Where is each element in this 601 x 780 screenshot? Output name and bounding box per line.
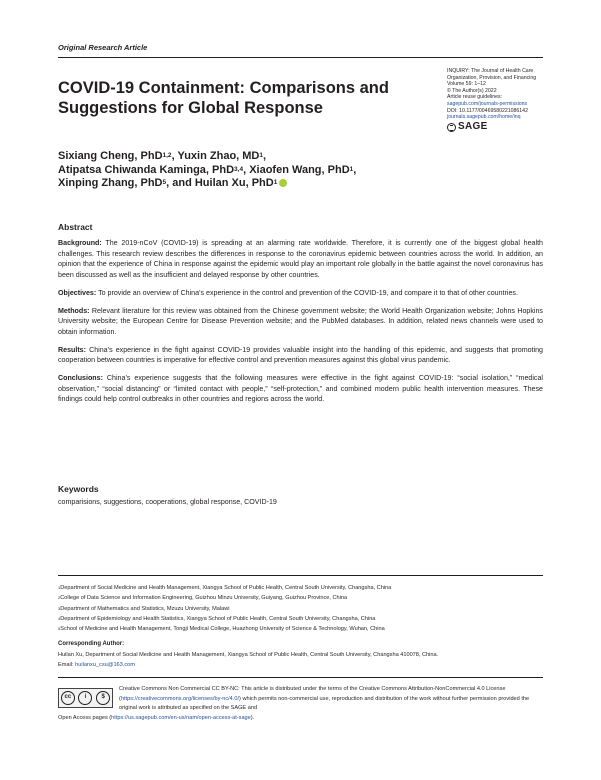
license-text [119, 685, 543, 714]
affiliation-item [58, 614, 543, 624]
article-title: COVID-19 Containment: Comparisons and Suggestions for Global Response [58, 79, 389, 117]
license-tail-after: ). [250, 715, 255, 721]
author-affiliation-ref: 3,4 [234, 165, 244, 173]
license-text-before: Creative Commons Non Commercial CC BY-NC: This article is distributed under the terms of the Creative Commons Attribution-NonCommercial 4.0 License ( [119, 686, 506, 702]
affiliation-number: 5 [58, 626, 61, 632]
affiliation-text: Department of Epidemiology and Health Statistics, Xiangya School of Public Health, Central South University, Changsha, China [60, 615, 376, 622]
author-name: Atipatsa Chiwanda Kaminga, PhD [58, 163, 235, 176]
journal-line: © The Author(s) 2022 [447, 87, 497, 94]
section-text: China’s experience in the fight against COVID-19 provides valuable insight into the handling of this epidemic, and suggests that promoting cooperation between countries is imperative for effective control and prevention measures against this global virus pandemic. [58, 345, 543, 365]
article-type: Original Research Article [58, 43, 148, 52]
affiliations [58, 583, 543, 634]
corresponding-heading: Corresponding Author: [58, 641, 125, 647]
by-icon: i [78, 691, 92, 705]
affiliation-number: 4 [58, 615, 61, 621]
affiliation-item [58, 583, 543, 593]
author-separator: , [243, 163, 250, 176]
corresponding-text: Huilan Xu, Department of Social Medicine and Health Management, Xiangya School of Public Health, Central South University, Changsha 410078, China. [58, 652, 439, 658]
abstract-objectives [58, 288, 543, 299]
abstract-results [58, 345, 543, 366]
author-name: Sixiang Cheng, PhD [58, 150, 163, 162]
abstract-conclusions [58, 373, 543, 405]
open-access-link[interactable]: https://us.sagepub.com/en-us/nam/open-access-at-sage [111, 715, 251, 721]
email-label: Email: [58, 661, 74, 668]
section-label: Objectives: [58, 288, 97, 297]
section-text: Relevant literature for this review was obtained from the Chinese government website; the World Health Organization website; Johns Hopkins University website; the European Centre for Disease Prevention website; and the PubMed databases. In addition, related news channels were used to obtain information. [58, 306, 543, 336]
license-text-after: ) which permits non-commercial use, reproduction and distribution of the work without further permission provided the original work is attributed as specified on the SAGE and [119, 695, 530, 712]
author-separator: , [353, 163, 357, 176]
affiliation-text: School of Medicine and Health Management, Tongji Medical College, Huazhong University of Science & Technology, Wuhan, China [60, 626, 385, 633]
sage-logo [447, 120, 562, 132]
affiliations-divider [58, 575, 543, 576]
affiliation-text: Department of Social Medicine and Health Management, Xiangya School of Public Health, Central South University, Changsha, China [60, 585, 392, 591]
keywords-list: comparisions, suggestions, cooperations, global response, COVID-19 [58, 498, 277, 506]
affiliation-text: Department of Mathematics and Statistics, Mzuzu University, Malawi [60, 605, 230, 612]
journal-home-link[interactable]: journals.sagepub.com/home/inq [447, 114, 521, 121]
affiliation-item [58, 604, 543, 614]
license-link[interactable]: https://creativecommons.org/licenses/by-nc/4.0/ [120, 695, 240, 702]
section-text: China’s experience suggests that the following measures were effective in the fight against COVID-19: “social isolation,” “medical observation,” “social distancing” or “limited contact with people,” “self-protection,” and combined modern public health intervention measures. These findings could help control outbreaks in other countries and regions across the world. [58, 374, 543, 404]
author-name: Xinping Zhang, PhD [58, 177, 163, 189]
abstract-heading: Abstract [58, 222, 93, 232]
orcid-icon[interactable] [279, 179, 287, 187]
sage-logo-icon [447, 123, 456, 132]
author-separator: , [263, 150, 267, 162]
license-divider [58, 677, 543, 678]
section-text: The 2019-nCoV (COVID-19) is spreading at an alarming rate worldwide. Therefore, it is currently one of the biggest global health challenges. This research review describes the differences in response to the coronavirus epidemic between countries across the world. In addition, an opinion that the experience of China in response against the epidemic would play an important role globally in the battle against the novel coronavirus has been discussed as well as the insufficient and delayed response by other countries. [58, 239, 543, 280]
journal-info [447, 68, 562, 132]
affiliation-number: 2 [58, 595, 61, 601]
cc-icon: cc [61, 691, 75, 705]
abstract-methods [58, 306, 543, 338]
keywords-heading: Keywords [58, 484, 99, 494]
author-name: Yuxin Zhao, MD [177, 150, 260, 162]
author-affiliation-ref: 1 [273, 179, 278, 186]
abstract-background [58, 238, 543, 281]
affiliation-item [58, 593, 543, 603]
author-affiliation-ref: 5 [162, 179, 167, 186]
section-text: To provide an overview of China’s experience in the control and prevention of the COVID-19, and compare it to that of other countries. [98, 288, 518, 297]
abstract-body [58, 238, 543, 412]
doi: DOI: 10.1177/00469580221086142 [447, 107, 528, 114]
section-label: Results: [58, 345, 86, 354]
journal-line: INQUIRY: The Journal of Health Care [447, 68, 534, 74]
section-label: Methods: [58, 306, 90, 315]
corresponding-email-row [58, 661, 543, 671]
journal-line: Article reuse guidelines: [447, 94, 503, 101]
journal-line: Organization, Provision, and Financing [447, 74, 537, 81]
license-tail-before: Open Access pages ( [58, 715, 112, 721]
corresponding-author [58, 651, 543, 671]
section-label: Background: [58, 239, 102, 247]
journal-line: Volume 59: 1–12 [447, 81, 486, 88]
sage-logo-text: SAGE [458, 120, 488, 132]
header-divider [58, 57, 543, 58]
author-separator: , [171, 150, 178, 162]
author-list [58, 150, 418, 191]
creative-commons-badge-icon[interactable] [58, 688, 113, 708]
affiliation-number: 1 [58, 585, 61, 590]
email-link[interactable]: huilanxu_csu@163.com [75, 661, 135, 668]
author-affiliation-ref: 1,2 [162, 152, 172, 159]
section-label: Conclusions: [58, 374, 103, 383]
affiliation-number: 3 [58, 605, 61, 611]
author-name: Xiaofen Wang, PhD [249, 163, 350, 176]
author-affiliation-ref: 1 [349, 165, 354, 173]
reuse-link[interactable]: sagepub.com/journals-permissions [447, 100, 528, 107]
affiliation-item [58, 624, 543, 634]
author-affiliation-ref: 1 [259, 152, 264, 159]
author-separator: , and [166, 177, 195, 189]
affiliation-text: College of Data Science and Information Engineering, Guizhou Minzu University, Guiyang, Guizhou Province, China [60, 595, 348, 602]
author-name: Huilan Xu, PhD [194, 177, 274, 189]
nc-icon: $ [96, 691, 110, 705]
license-tail [58, 714, 543, 724]
